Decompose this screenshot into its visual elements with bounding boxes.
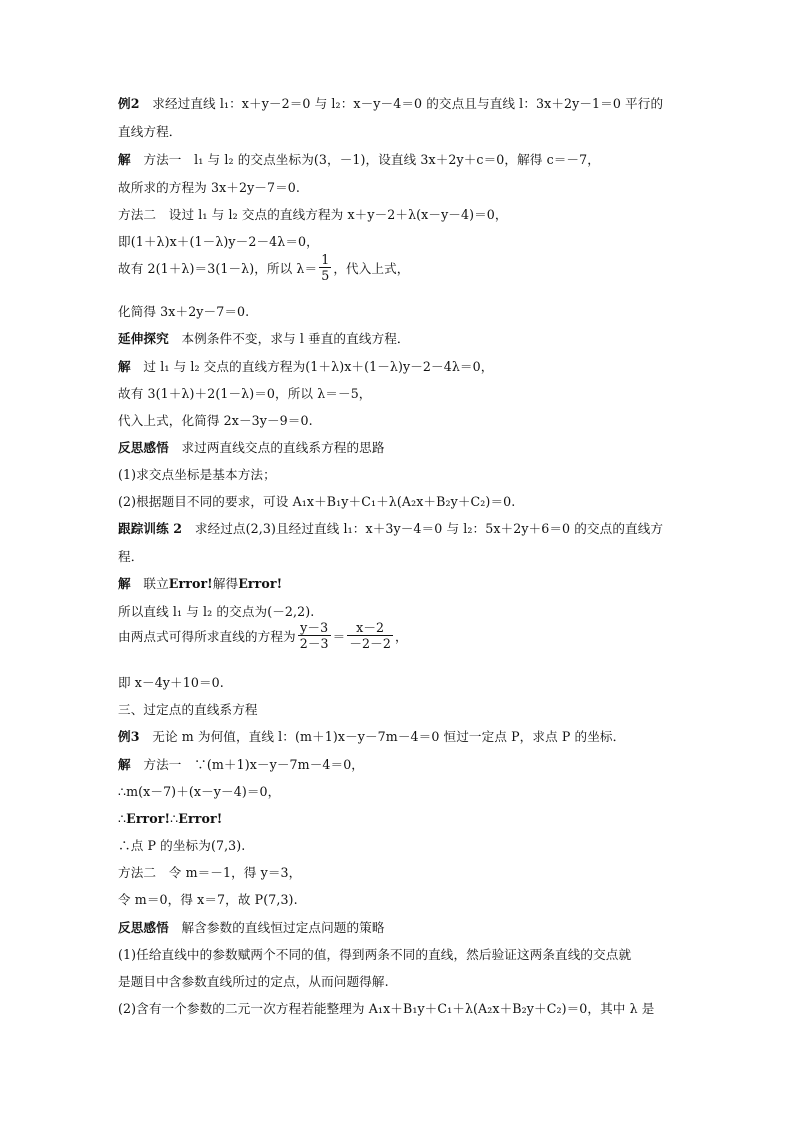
text-line-11 bbox=[118, 386, 688, 402]
text-line-33 bbox=[118, 1001, 688, 1017]
text-segment: 令 m＝0，得 x＝7，故 P(7,3). bbox=[118, 892, 298, 907]
text-line-17 bbox=[118, 549, 688, 565]
text-segment: Error! bbox=[178, 811, 223, 826]
text-segment: ∴ bbox=[118, 811, 127, 826]
fraction-denominator: －2－2 bbox=[349, 636, 391, 651]
text-segment: (1)任给直线中的参数赋两个不同的值，得到两条不同的直线，然后验证这两条直线的交点就 bbox=[118, 947, 632, 962]
text-segment: 解 bbox=[118, 359, 144, 374]
text-line-15 bbox=[118, 494, 688, 510]
text-line-14 bbox=[118, 467, 688, 483]
text-segment: 方法一 ∵(m＋1)x－y－7m－4＝0， bbox=[143, 757, 364, 772]
text-segment: 本例条件不变，求与 l 垂直的直线方程． bbox=[181, 331, 410, 346]
fraction-denominator: 5 bbox=[321, 268, 330, 283]
fraction-numerator: y－3 bbox=[298, 620, 331, 636]
text-segment: 由两点式可得所求直线的方程为 bbox=[118, 629, 296, 644]
text-line-20 bbox=[118, 622, 688, 658]
text-line-10 bbox=[118, 359, 688, 375]
text-line-4 bbox=[118, 180, 688, 196]
text-line-8 bbox=[118, 304, 688, 320]
text-segment: ∴ bbox=[170, 811, 179, 826]
text-segment: 例3 bbox=[118, 729, 153, 744]
text-segment: 跟踪训练 2 bbox=[118, 521, 195, 536]
text-segment: 化简得 3x＋2y－7＝0. bbox=[118, 304, 250, 319]
text-segment: 求过两直线交点的直线系方程的思路 bbox=[181, 440, 385, 455]
text-segment: (1)求交点坐标是基本方法； bbox=[118, 467, 276, 482]
text-segment: 代入上式，化简得 2x－3y－9＝0. bbox=[118, 413, 313, 428]
text-line-31 bbox=[118, 947, 688, 963]
text-segment: 联立 bbox=[143, 576, 169, 591]
text-segment: 程． bbox=[118, 549, 144, 564]
text-line-2 bbox=[118, 124, 688, 140]
text-segment: (2)含有一个参数的二元一次方程若能整理为 A₁x＋B₁y＋C₁＋λ(A₂x＋B₂y＋C₂)＝0，其中 λ 是 bbox=[118, 1001, 655, 1016]
text-segment: 即 x－4y＋10＝0. bbox=[118, 675, 224, 690]
text-line-9 bbox=[118, 331, 688, 347]
text-line-28 bbox=[118, 865, 688, 881]
text-line-5 bbox=[118, 207, 688, 223]
text-line-18 bbox=[118, 576, 688, 592]
text-segment: 方法二 设过 l₁ 与 l₂ 交点的直线方程为 x＋y－2＋λ(x－y－4)＝0， bbox=[118, 207, 508, 222]
text-line-12 bbox=[118, 413, 688, 429]
text-segment: 故有 3(1＋λ)＋2(1－λ)＝0，所以 λ＝－5， bbox=[118, 386, 372, 401]
text-segment: 方法一 l₁ 与 l₂ 的交点坐标为(3，－1)，设直线 3x＋2y＋c＝0，解得 c＝－7， bbox=[143, 152, 600, 167]
text-segment: Error! bbox=[168, 576, 213, 591]
fraction bbox=[319, 252, 331, 283]
text-segment: 无论 m 为何值，直线 l：(m＋1)x－y－7m－4＝0 恒过一定点 P，求点 P 的坐标． bbox=[152, 729, 626, 744]
text-line-26 bbox=[118, 811, 688, 827]
text-segment: ， bbox=[394, 629, 408, 644]
fraction-numerator: x－2 bbox=[347, 620, 393, 636]
text-segment: ，代入上式， bbox=[333, 261, 410, 276]
text-segment: 求经过点(2,3)且经过直线 l₁：x＋3y－4＝0 与 l₂：5x＋2y＋6＝0 的交点的直线方 bbox=[194, 521, 664, 536]
fraction-numerator: 1 bbox=[321, 252, 330, 267]
text-segment: 方法二 令 m＝－1，得 y＝3， bbox=[118, 865, 302, 880]
text-line-19 bbox=[118, 604, 688, 620]
fraction bbox=[298, 620, 331, 651]
text-line-21 bbox=[118, 675, 688, 691]
text-segment: 解 bbox=[118, 757, 144, 772]
text-segment: 解含参数的直线恒过定点问题的策略 bbox=[181, 920, 385, 935]
text-line-3 bbox=[118, 152, 688, 168]
text-segment: ∴m(x－7)＋(x－y－4)＝0， bbox=[118, 784, 281, 799]
text-segment: 即(1＋λ)x＋(1－λ)y－2－4λ＝0， bbox=[118, 234, 319, 249]
text-line-7 bbox=[118, 254, 688, 290]
text-segment: 是题目中含参数直线所过的定点，从而问题得解. bbox=[118, 974, 389, 989]
text-line-6 bbox=[118, 234, 688, 250]
text-line-29 bbox=[118, 892, 688, 908]
text-segment: 求经过直线 l₁：x＋y－2＝0 与 l₂：x－y－4＝0 的交点且与直线 l：3x＋2y－1＝0 平行的 bbox=[152, 96, 664, 111]
fraction bbox=[347, 620, 393, 651]
text-segment: ∴点 P 的坐标为(7,3). bbox=[118, 838, 246, 853]
text-segment: (2)根据题目不同的要求，可设 A₁x＋B₁y＋C₁＋λ(A₂x＋B₂y＋C₂)＝0. bbox=[118, 494, 516, 509]
text-segment: 故所求的方程为 3x＋2y－7＝0. bbox=[118, 180, 301, 195]
text-segment: 反思感悟 bbox=[118, 440, 182, 455]
text-line-25 bbox=[118, 784, 688, 800]
text-line-27 bbox=[118, 838, 688, 854]
text-segment: 直线方程． bbox=[118, 124, 182, 139]
equals-sign: ＝ bbox=[332, 629, 346, 644]
text-segment: 解得 bbox=[212, 576, 239, 591]
text-segment: Error! bbox=[126, 811, 171, 826]
text-segment: 解 bbox=[118, 152, 144, 167]
text-line-24 bbox=[118, 757, 688, 773]
text-segment: 例2 bbox=[118, 96, 153, 111]
text-segment: 三、过定点的直线系方程 bbox=[118, 702, 258, 717]
text-line-23 bbox=[118, 729, 688, 745]
text-segment: 解 bbox=[118, 576, 144, 591]
text-line-30 bbox=[118, 920, 688, 936]
text-segment: 延伸探究 bbox=[118, 331, 182, 346]
text-line-22 bbox=[118, 702, 688, 718]
text-segment: 反思感悟 bbox=[118, 920, 182, 935]
text-line-1 bbox=[118, 96, 688, 112]
text-line-13 bbox=[118, 440, 688, 456]
text-line-16 bbox=[118, 521, 688, 537]
text-segment: 所以直线 l₁ 与 l₂ 的交点为(－2,2). bbox=[118, 604, 315, 619]
text-segment: 故有 2(1＋λ)＝3(1－λ)，所以 λ＝ bbox=[118, 261, 318, 276]
text-segment: Error! bbox=[238, 576, 283, 591]
text-segment: 过 l₁ 与 l₂ 交点的直线方程为(1＋λ)x＋(1－λ)y－2－4λ＝0， bbox=[143, 359, 494, 374]
fraction-denominator: 2－3 bbox=[299, 636, 329, 651]
text-line-32 bbox=[118, 974, 688, 990]
